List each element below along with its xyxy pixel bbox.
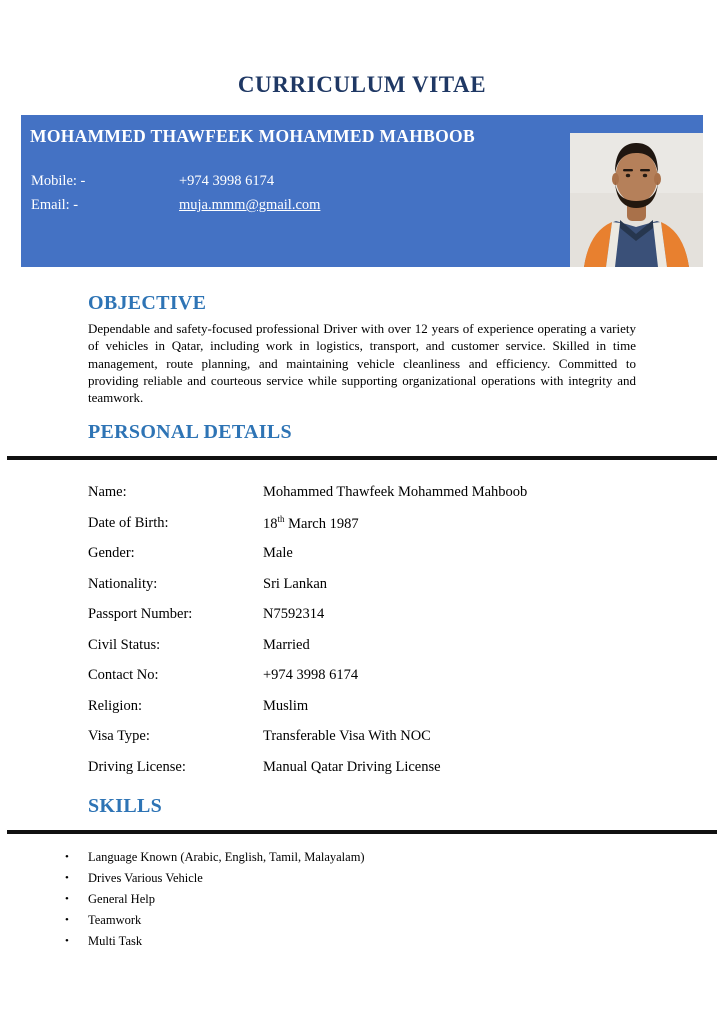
email-link[interactable]: muja.mmm@gmail.com <box>179 197 321 213</box>
bullet-icon: • <box>65 893 69 906</box>
dob-rest: March 1987 <box>284 515 359 532</box>
skill-label: Teamwork <box>88 913 142 928</box>
detail-value: Transferable Visa With NOC <box>263 728 431 745</box>
bullet-icon: • <box>65 872 69 885</box>
detail-row <box>88 721 664 752</box>
detail-label: Date of Birth: <box>88 514 169 531</box>
detail-row <box>88 508 664 539</box>
skill-label: Drives Various Vehicle <box>88 871 203 886</box>
detail-label: Contact No: <box>88 667 159 684</box>
dob-ordinal: th <box>277 513 285 524</box>
detail-value: +974 3998 6174 <box>263 667 359 684</box>
personal-details-table <box>0 477 724 782</box>
skill-item <box>65 910 664 931</box>
detail-label: Passport Number: <box>88 606 193 623</box>
detail-label: Gender: <box>88 545 135 562</box>
detail-row <box>88 599 664 630</box>
skill-item <box>65 847 664 868</box>
detail-label: Religion: <box>88 697 142 714</box>
detail-value: Male <box>263 545 293 562</box>
detail-row <box>88 752 664 783</box>
skill-label: Multi Task <box>88 934 143 949</box>
detail-label: Visa Type: <box>88 728 150 745</box>
objective-heading: OBJECTIVE <box>88 292 207 314</box>
detail-value: Muslim <box>263 697 309 714</box>
mobile-value: +974 3998 6174 <box>179 173 275 189</box>
dob-day: 18 <box>263 515 278 532</box>
detail-label: Civil Status: <box>88 636 161 653</box>
mobile-label: Mobile: - <box>31 173 86 189</box>
detail-row <box>88 660 664 691</box>
skill-item <box>65 889 664 910</box>
candidate-photo <box>570 133 703 267</box>
detail-value <box>263 514 359 533</box>
skill-item <box>65 868 664 889</box>
detail-row <box>88 630 664 661</box>
skills-heading: SKILLS <box>88 795 163 818</box>
bullet-icon: • <box>65 851 69 864</box>
header-banner <box>21 115 703 267</box>
cv-title: CURRICULUM VITAE <box>237 72 487 97</box>
email-label: Email: - <box>31 197 79 213</box>
bullet-icon: • <box>65 914 69 927</box>
detail-value: Sri Lankan <box>263 575 328 592</box>
detail-value: Married <box>263 636 310 653</box>
detail-value: N7592314 <box>263 606 325 623</box>
personal-details-heading: PERSONAL DETAILS <box>88 421 292 444</box>
objective-text: Dependable and safety-focused professional Driver with over 12 years of experience operating a variety of vehicles in Qatar, including work in logistics, transport, and customer service. Skilled in time management, route planning, and maintaining vehicle cleanliness and efficiency. Committed to providing reliable and courteous service while supporting organizational operations with integrity and teamwork. <box>88 321 636 406</box>
detail-row <box>88 477 664 508</box>
candidate-name: MOHAMMED THAWFEEK MOHAMMED MAHBOOB <box>30 126 475 146</box>
skill-label: General Help <box>88 892 155 907</box>
detail-value: Manual Qatar Driving License <box>263 758 441 775</box>
skill-item <box>65 931 664 952</box>
detail-row <box>88 538 664 569</box>
detail-label: Name: <box>88 484 127 501</box>
section-divider <box>7 456 717 460</box>
detail-label: Driving License: <box>88 758 186 775</box>
section-divider <box>7 830 717 834</box>
detail-row <box>88 691 664 722</box>
detail-value: Mohammed Thawfeek Mohammed Mahboob <box>263 484 528 501</box>
candidate-photo-illustration <box>570 133 703 267</box>
skills-list <box>0 847 724 952</box>
bullet-icon: • <box>65 935 69 948</box>
skill-label: Language Known (Arabic, English, Tamil, Malayalam) <box>88 850 365 865</box>
detail-label: Nationality: <box>88 575 158 592</box>
detail-row <box>88 569 664 600</box>
